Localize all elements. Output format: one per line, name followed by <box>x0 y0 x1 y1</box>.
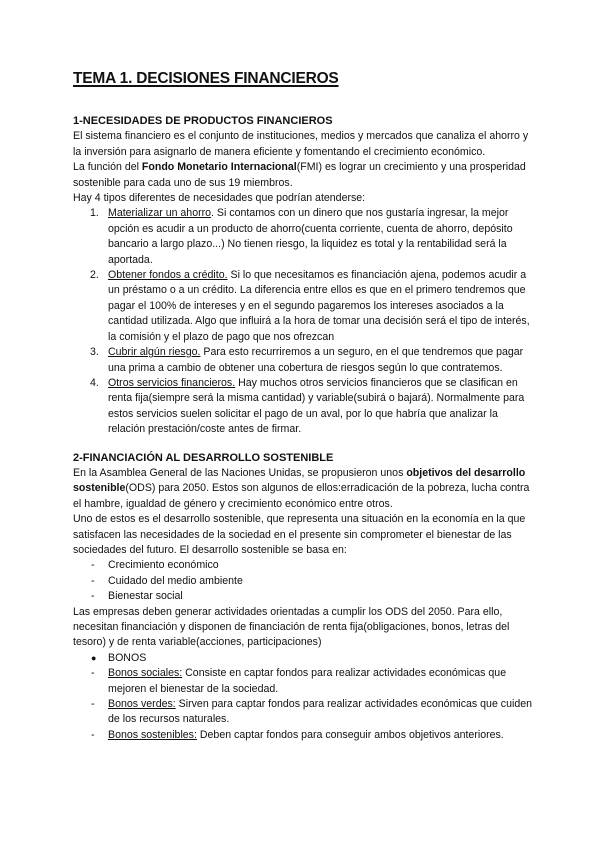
section-1-paragraph-1: El sistema financiero es el conjunto de instituciones, medios y mercados que canaliza el ahorro y la inversión para asignarlo de manera eficiente y fomentando el crecimiento económico. <box>73 130 529 158</box>
list-item <box>73 574 536 589</box>
section-2-heading: 2-FINANCIACIÓN AL DESARROLLO SOSTENIBLE <box>73 451 334 464</box>
list-item <box>73 666 536 697</box>
item-title: Obtener fondos a crédito. <box>108 269 228 282</box>
item-number: 3. <box>90 346 99 359</box>
section-1-paragraph-2 <box>73 160 536 191</box>
section-1-heading: 1-NECESIDADES DE PRODUCTOS FINANCIEROS <box>73 115 333 127</box>
item-title: Cubrir algún riesgo. <box>108 346 201 359</box>
item-text: Hay muchos otros servicios financieros que se clasifican en renta fija(siempre será la misma cantidad) y variable(subirá o bajará). Normalmente para estos servicios suelen solicitar el pago de un aval, por lo que habría que analizar la relación prestación/coste antes de firmar. <box>108 376 525 436</box>
list-item <box>73 558 536 573</box>
bullet-marker: ● <box>91 652 97 663</box>
text-span: (FMI) es lograr un crecimiento y una prosperidad sostenible para cada uno de sus 19 miembros. <box>73 161 526 189</box>
item-text: . Si contamos con un dinero que nos gustaría ingresar, la mejor opción es acudir a un producto de ahorro(cuenta corriente, cuenta de ahorro, depósito bancario a largo plazo...) No tienen riesgo, la liquidez es total y la rentabilidad será la aportada. <box>108 207 513 266</box>
text-span: En la Asamblea General de las Naciones Unidas, se propusieron unos <box>73 466 407 479</box>
item-title: Bonos sostenibles: <box>108 728 197 741</box>
item-text: Para esto recurriremos a un seguro, en el que tendremos que pagar una prima a cambio de obtener una cobertura de riesgos según lo que contratemos. <box>108 346 524 374</box>
item-text: Crecimiento económico <box>108 559 219 572</box>
dash-marker: - <box>91 667 95 680</box>
dash-marker: - <box>91 559 95 572</box>
item-text: Deben captar fondos para conseguir ambos objetivos anteriores. <box>196 728 504 741</box>
section-2-paragraph-2: Uno de estos es el desarrollo sostenible, que representa una situación en la economía en la que satisfacen las necesidades de la sociedad en el presente sin comprometer el bienestar de las sociedades del futuro. El desarrollo sostenible se basa en: <box>73 513 526 556</box>
list-item <box>73 589 536 604</box>
item-text: BONOS <box>108 651 147 664</box>
list-item <box>73 268 536 345</box>
dash-marker: - <box>91 574 95 587</box>
section-1 <box>73 114 536 438</box>
dash-marker: - <box>91 728 95 741</box>
item-title: Bonos verdes: <box>108 698 176 711</box>
section-1-paragraph-3: Hay 4 tipos diferentes de necesidades que podrían atenderse: <box>73 192 366 205</box>
list-item <box>73 697 536 728</box>
section-2-paragraph-3: Las empresas deben generar actividades orientadas a cumplir los ODS del 2050. Para ello, necesitan financiación y disponen de financiación de renta fija(obligaciones, bonos, letras del tesoro) y de renta variable(acciones, participaciones) <box>73 605 510 649</box>
item-title: Bonos sociales: <box>108 667 183 680</box>
page-title: TEMA 1. DECISIONES FINANCIEROS <box>73 70 339 87</box>
list-item <box>73 376 536 438</box>
dash-marker: - <box>91 590 95 603</box>
bold-term: objetivos del desarrollo sostenible <box>73 466 526 495</box>
item-text: Sirven para captar fondos para realizar actividades económicas que cuiden de los recursos naturales. <box>108 698 533 726</box>
list-item <box>73 206 536 268</box>
item-title: Otros servicios financieros. <box>108 376 236 389</box>
list-item <box>73 651 536 666</box>
item-number: 4. <box>90 376 99 389</box>
list-item <box>73 345 536 376</box>
item-text: Bienestar social <box>108 590 183 603</box>
item-text: Consiste en captar fondos para realizar actividades económicas que mejoren el bienestar de la sociedad. <box>108 667 507 695</box>
needs-list <box>73 206 536 437</box>
list-item <box>73 728 536 743</box>
text-span: La función del <box>73 161 142 174</box>
item-number: 2. <box>90 269 99 282</box>
item-number: 1. <box>90 207 99 220</box>
bold-term: Fondo Monetario Internacional <box>141 161 297 174</box>
text-span: (ODS) para 2050. Estos son algunos de ellos:erradicación de la pobreza, lucha contra el hambre, igualdad de género y crecimiento económico entre otros. <box>73 482 530 510</box>
section-2-paragraph-1 <box>73 466 536 512</box>
dash-marker: - <box>91 698 95 711</box>
bonos-list <box>73 651 536 743</box>
item-text: Cuidado del medio ambiente <box>108 574 243 587</box>
item-title: Materializar un ahorro <box>108 207 212 220</box>
item-text: Si lo que necesitamos es financiación ajena, podemos acudir a un préstamo o a un crédito. La diferencia entre ellos es que en el primero tendremos que pagar el 100% de intereses y en el segundo pagaremos los intereses asociados a la cantidad utilizada. Algo que influirá a la hora de tomar una decisión será el tipo de interés, la comisión y el plazo de pago que nos ofrezcan <box>108 269 530 343</box>
section-2 <box>73 451 536 744</box>
bases-list <box>73 558 536 604</box>
